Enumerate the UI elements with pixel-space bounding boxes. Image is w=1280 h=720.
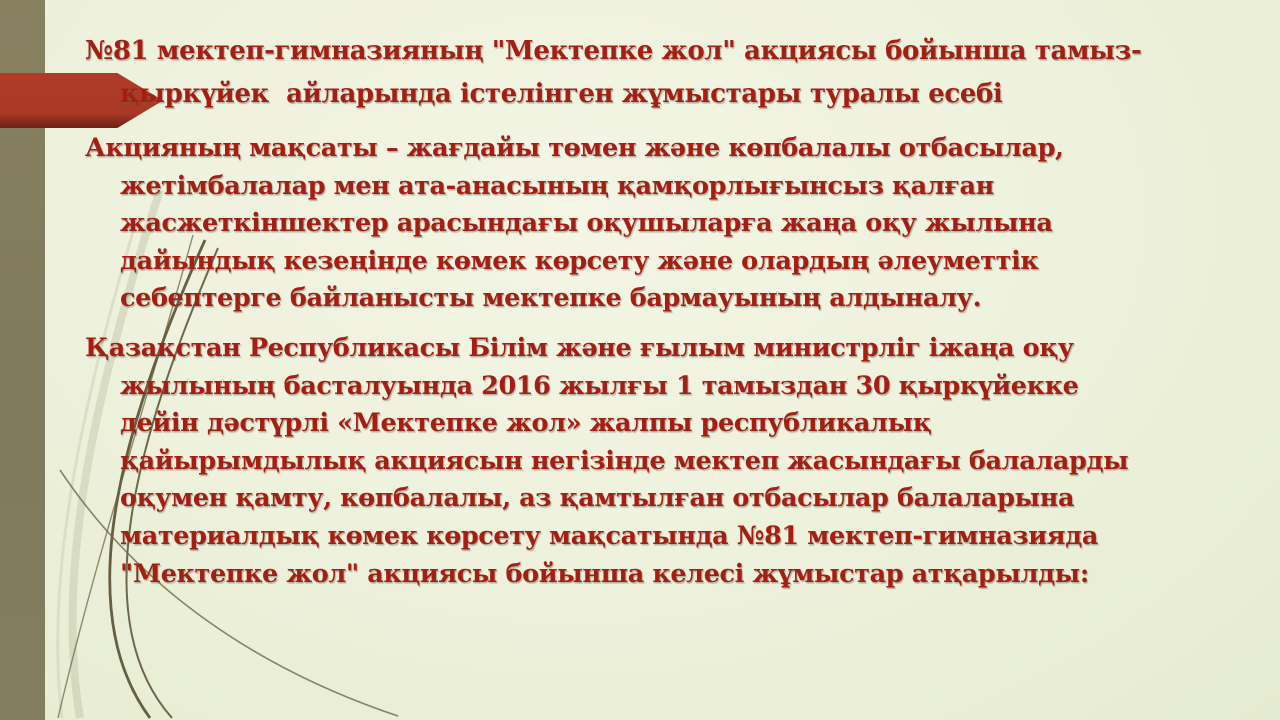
slide-text-block <box>85 30 1260 593</box>
paragraph-line: жылының басталуында 2016 жылғы 1 тамыздан 30 қыркүйекке <box>120 370 1079 401</box>
paragraph-goal <box>85 130 1260 318</box>
paragraph-line: жетімбалалар мен ата-анасының қамқорлығынсыз қалған <box>120 170 994 201</box>
paragraph-line: дайындық кезеңінде көмек көрсету және олардың әлеуметтік <box>120 245 1039 276</box>
paragraph-line: материалдық көмек көрсету мақсатында №81 мектеп-гимназияда <box>120 520 1098 551</box>
title-line-1: №81 мектеп-гимназияның "Мектепке жол" акциясы бойынша тамыз- <box>85 36 1142 66</box>
paragraph-line: Акцияның мақсаты – жағдайы төмен және көпбалалы отбасылар, <box>85 133 1064 163</box>
paragraph-line: дейін дәстүрлі «Мектепке жол» жалпы республикалық <box>120 408 932 439</box>
paragraph-line: жасжеткіншектер арасындағы оқушыларға жаңа оқу жылына <box>120 208 1053 239</box>
paragraph-line: себептерге байланысты мектепке бармауының алдыналу. <box>120 283 982 314</box>
paragraph-line: оқумен қамту, көпбалалы, аз қамтылған отбасылар балаларына <box>120 483 1075 514</box>
paragraph-ministry <box>85 330 1260 593</box>
slide-title <box>85 30 1260 116</box>
paragraph-line: Қазақстан Республикасы Білім және ғылым министрліг іжаңа оқу <box>85 332 1074 363</box>
paragraph-line: "Мектепке жол" акциясы бойынша келесі жұмыстар атқарылды: <box>120 558 1089 589</box>
title-line-2: қыркүйек айларында істелінген жұмыстары туралы есебі <box>120 79 1003 109</box>
paragraph-line: қайырымдылық акциясын негізінде мектеп жасындағы балаларды <box>120 445 1129 476</box>
